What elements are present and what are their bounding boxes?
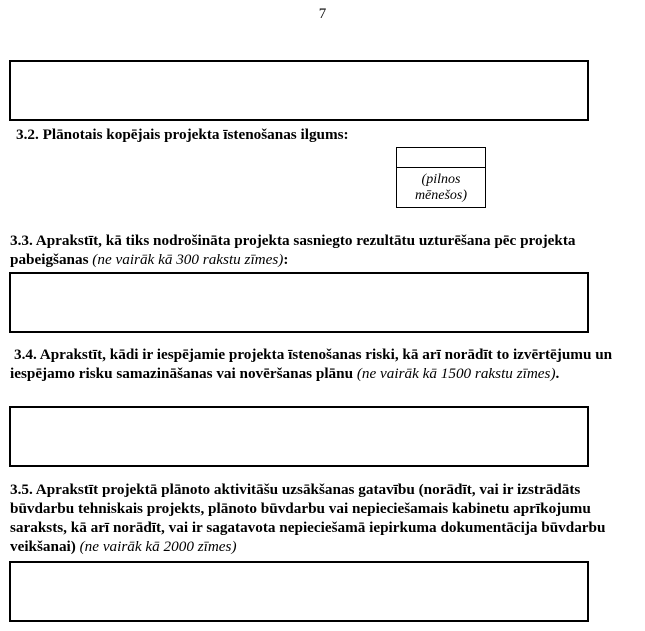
duration-unit-line2: mēnešos)	[414, 188, 468, 203]
page-number: 7	[318, 6, 327, 22]
question-3-3-colon: :	[283, 251, 289, 268]
question-3-5-label	[10, 480, 638, 556]
question-3-4-period: .	[555, 365, 560, 382]
answer-box-prev[interactable]	[9, 60, 589, 121]
duration-unit-cell	[396, 167, 486, 208]
answer-box-3-5[interactable]	[9, 561, 589, 622]
question-3-4-label	[10, 345, 635, 383]
question-3-3-text: 3.3. Aprakstīt, kā tiks nodrošināta projekta sasniegto rezultātu uzturēšana pēc projekta pabeigšanas	[10, 232, 576, 268]
answer-box-3-3[interactable]	[9, 272, 589, 333]
duration-unit-line1: (pilnos	[421, 172, 461, 187]
question-3-3-limit: (ne vairāk kā 300 rakstu zīmes)	[92, 251, 284, 268]
question-3-4-text: 3.4. Aprakstīt, kādi ir iespējamie projekta īstenošanas riski, kā arī norādīt to izvērtējumu un iespējamo risku samazināšanas vai novēršanas plānu	[10, 346, 613, 382]
answer-box-3-4[interactable]	[9, 406, 589, 467]
question-3-2-label: 3.2. Plānotais kopējais projekta īstenošanas ilgums:	[16, 126, 349, 143]
question-3-4-limit: (ne vairāk kā 1500 rakstu zīmes)	[356, 365, 556, 382]
question-3-5-limit: (ne vairāk kā 2000 zīmes)	[79, 538, 237, 555]
question-3-5-text: 3.5. Aprakstīt projektā plānoto aktivitāšu uzsākšanas gatavību (norādīt, vai ir izstrādāts būvdarbu tehniskais projekts, plānoto būvdarbu vai nepieciešamais kabinetu aprīkojumu saraksts, kā arī norādīt, vai ir sagatavota nepieciešamā iepirkuma dokumentācija būvdarbu veikšanai)	[10, 481, 606, 555]
duration-input[interactable]	[396, 147, 486, 168]
question-3-3-label	[10, 231, 638, 269]
